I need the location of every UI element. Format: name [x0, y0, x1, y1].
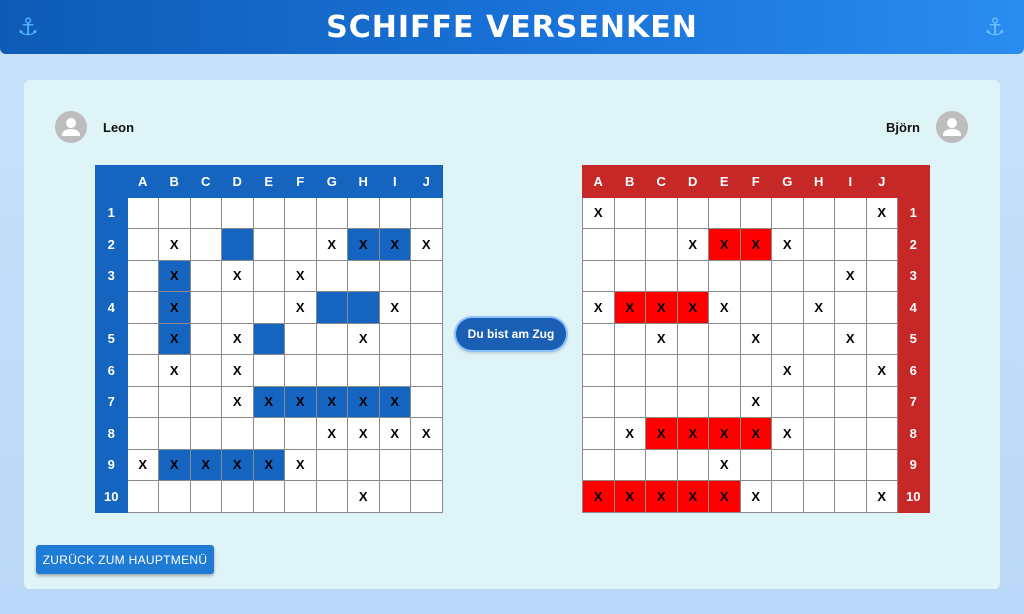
- row-label: 9: [898, 449, 930, 481]
- board-cell: [411, 260, 443, 292]
- board-cell: [316, 292, 348, 324]
- row-label: 6: [96, 355, 128, 387]
- board-cell[interactable]: [677, 260, 709, 292]
- board-cell[interactable]: [709, 355, 741, 387]
- board-cell[interactable]: X: [740, 386, 772, 418]
- board-cell[interactable]: [772, 386, 804, 418]
- board-cell[interactable]: X: [709, 229, 741, 261]
- row-label: 4: [96, 292, 128, 324]
- board-cell: [127, 197, 159, 229]
- column-label: G: [772, 166, 804, 198]
- board-cell[interactable]: [583, 386, 615, 418]
- board-cell: [253, 229, 285, 261]
- board-cell[interactable]: [772, 197, 804, 229]
- board-cell[interactable]: X: [646, 292, 678, 324]
- board-cell[interactable]: [740, 449, 772, 481]
- board-cell[interactable]: X: [614, 418, 646, 450]
- board-cell[interactable]: [803, 229, 835, 261]
- board-cell[interactable]: [835, 229, 867, 261]
- column-label: B: [614, 166, 646, 198]
- board-cell[interactable]: X: [709, 418, 741, 450]
- column-label: H: [803, 166, 835, 198]
- board-cell: [190, 386, 222, 418]
- board-cell[interactable]: [614, 355, 646, 387]
- board-cell[interactable]: [835, 449, 867, 481]
- player-left: [55, 111, 134, 143]
- board-cell[interactable]: X: [677, 292, 709, 324]
- board-cell[interactable]: X: [709, 449, 741, 481]
- board-cell[interactable]: X: [835, 323, 867, 355]
- board-cell[interactable]: [803, 386, 835, 418]
- board-cell: [222, 292, 254, 324]
- row-label: 9: [96, 449, 128, 481]
- board-cell: [316, 481, 348, 513]
- board-cell[interactable]: X: [614, 481, 646, 513]
- row-label: 4: [898, 292, 930, 324]
- board-cell[interactable]: X: [740, 418, 772, 450]
- board-cell[interactable]: [583, 418, 615, 450]
- column-label: D: [222, 166, 254, 198]
- board-cell[interactable]: X: [772, 355, 804, 387]
- board-cell: [253, 292, 285, 324]
- board-cell[interactable]: X: [740, 481, 772, 513]
- column-label: D: [677, 166, 709, 198]
- row-label: 1: [96, 197, 128, 229]
- board-cell[interactable]: X: [614, 292, 646, 324]
- board-corner: [898, 166, 930, 198]
- board-cell: X: [316, 386, 348, 418]
- board-cell[interactable]: [740, 292, 772, 324]
- board-cell: X: [285, 386, 317, 418]
- board-cell: [159, 481, 191, 513]
- board-cell[interactable]: [614, 197, 646, 229]
- board-cell: [348, 292, 380, 324]
- board-cell: [253, 323, 285, 355]
- column-label: C: [646, 166, 678, 198]
- board-cell: [253, 197, 285, 229]
- board-cell: X: [316, 229, 348, 261]
- row-label: 3: [96, 260, 128, 292]
- column-label: E: [253, 166, 285, 198]
- board-cell[interactable]: [583, 323, 615, 355]
- board-cell[interactable]: [709, 260, 741, 292]
- board-cell[interactable]: X: [646, 323, 678, 355]
- board-cell: X: [411, 418, 443, 450]
- board-cell: [348, 197, 380, 229]
- board-cell: [190, 481, 222, 513]
- board-cell: [285, 481, 317, 513]
- board-cell[interactable]: [709, 323, 741, 355]
- board-cell: X: [159, 323, 191, 355]
- board-cell: [190, 197, 222, 229]
- row-label: 1: [898, 197, 930, 229]
- board-cell[interactable]: [646, 355, 678, 387]
- board-cell: [411, 481, 443, 513]
- board-cell: [316, 197, 348, 229]
- player-name: Björn: [886, 119, 920, 135]
- board-cell[interactable]: X: [709, 481, 741, 513]
- board-cell: X: [285, 292, 317, 324]
- column-label: G: [316, 166, 348, 198]
- board-cell[interactable]: [772, 260, 804, 292]
- board-cell[interactable]: [646, 197, 678, 229]
- board-cell[interactable]: [709, 386, 741, 418]
- board-cell: [285, 418, 317, 450]
- turn-indicator: Du bist am Zug: [456, 318, 566, 350]
- board-cell[interactable]: [677, 449, 709, 481]
- board-cell[interactable]: [772, 323, 804, 355]
- row-label: 2: [96, 229, 128, 261]
- board-cell[interactable]: X: [677, 418, 709, 450]
- board-cell[interactable]: [866, 292, 898, 324]
- column-label: J: [411, 166, 443, 198]
- board-cell: [411, 386, 443, 418]
- board-cell[interactable]: X: [677, 481, 709, 513]
- column-label: C: [190, 166, 222, 198]
- board-cell[interactable]: [803, 197, 835, 229]
- board-cell: [127, 481, 159, 513]
- board-cell: X: [348, 418, 380, 450]
- column-label: H: [348, 166, 380, 198]
- board-cell: X: [159, 260, 191, 292]
- board-cell: [285, 355, 317, 387]
- board-cell: X: [348, 386, 380, 418]
- board-cell[interactable]: X: [740, 229, 772, 261]
- board-cell: X: [159, 229, 191, 261]
- board-corner: [96, 166, 128, 198]
- board-cell: X: [348, 481, 380, 513]
- row-label: 8: [898, 418, 930, 450]
- board-cell[interactable]: [740, 197, 772, 229]
- board-cell[interactable]: [866, 229, 898, 261]
- board-cell: [379, 197, 411, 229]
- board-cell[interactable]: [866, 449, 898, 481]
- board-cell[interactable]: [803, 449, 835, 481]
- board-cell: [190, 355, 222, 387]
- board-cell: X: [316, 418, 348, 450]
- board-cell[interactable]: [803, 481, 835, 513]
- board-cell: [127, 229, 159, 261]
- row-label: 5: [898, 323, 930, 355]
- column-label: J: [866, 166, 898, 198]
- board-cell[interactable]: [646, 229, 678, 261]
- column-label: A: [583, 166, 615, 198]
- board-cell: X: [190, 449, 222, 481]
- board-cell: [379, 481, 411, 513]
- board-cell: [190, 260, 222, 292]
- board-cell: [222, 481, 254, 513]
- board-cell: [127, 355, 159, 387]
- column-label: B: [159, 166, 191, 198]
- board-cell[interactable]: [646, 449, 678, 481]
- own-board: [95, 165, 443, 513]
- board-cell: [159, 418, 191, 450]
- board-cell: [222, 197, 254, 229]
- player-name: Leon: [103, 119, 135, 135]
- column-label: F: [285, 166, 317, 198]
- board-cell: [316, 355, 348, 387]
- board-cell[interactable]: [646, 386, 678, 418]
- board-cell: [190, 323, 222, 355]
- board-cell: X: [159, 292, 191, 324]
- board-cell: X: [379, 386, 411, 418]
- anchor-icon: ⚓: [984, 13, 1006, 41]
- board-cell: X: [222, 260, 254, 292]
- user-avatar-icon: [936, 111, 968, 143]
- board-cell: [253, 481, 285, 513]
- board-cell[interactable]: X: [583, 481, 615, 513]
- board-cell: [285, 229, 317, 261]
- board-cell: [285, 323, 317, 355]
- board-cell[interactable]: [677, 323, 709, 355]
- board-cell[interactable]: X: [866, 197, 898, 229]
- board-cell: X: [285, 260, 317, 292]
- board-cell: [411, 355, 443, 387]
- board-cell: [316, 323, 348, 355]
- row-label: 10: [96, 481, 128, 513]
- board-cell[interactable]: [614, 449, 646, 481]
- board-cell: [190, 229, 222, 261]
- board-cell[interactable]: [646, 260, 678, 292]
- board-cell: [285, 197, 317, 229]
- board-cell: [379, 355, 411, 387]
- column-label: E: [709, 166, 741, 198]
- app-header: [0, 0, 1024, 54]
- board-cell: X: [285, 449, 317, 481]
- board-cell: [348, 449, 380, 481]
- board-cell[interactable]: [614, 386, 646, 418]
- board-cell: X: [127, 449, 159, 481]
- board-cell[interactable]: [803, 323, 835, 355]
- row-label: 3: [898, 260, 930, 292]
- board-cell[interactable]: X: [646, 481, 678, 513]
- row-label: 10: [898, 481, 930, 513]
- board-cell: X: [253, 386, 285, 418]
- board-cell[interactable]: [677, 355, 709, 387]
- board-cell[interactable]: [835, 386, 867, 418]
- board-cell: [159, 386, 191, 418]
- board-cell: [411, 197, 443, 229]
- column-label: I: [379, 166, 411, 198]
- board-cell: [379, 323, 411, 355]
- board-cell: X: [222, 386, 254, 418]
- board-cell[interactable]: [835, 197, 867, 229]
- board-cell[interactable]: [740, 260, 772, 292]
- board-cell[interactable]: [835, 355, 867, 387]
- board-cell: [127, 260, 159, 292]
- row-label: 7: [898, 386, 930, 418]
- board-cell: X: [159, 449, 191, 481]
- anchor-icon: ⚓: [17, 13, 39, 41]
- board-cell: [222, 418, 254, 450]
- column-label: A: [127, 166, 159, 198]
- board-cell[interactable]: [803, 260, 835, 292]
- board-cell: [127, 386, 159, 418]
- back-to-menu-button[interactable]: ZURÜCK ZUM HAUPTMENÜ: [36, 545, 214, 574]
- board-cell[interactable]: [740, 355, 772, 387]
- board-cell: X: [222, 449, 254, 481]
- board-cell[interactable]: X: [772, 418, 804, 450]
- board-cell[interactable]: [709, 197, 741, 229]
- board-cell[interactable]: X: [740, 323, 772, 355]
- board-cell[interactable]: [803, 418, 835, 450]
- board-cell[interactable]: X: [803, 292, 835, 324]
- board-cell: X: [222, 323, 254, 355]
- board-cell: [190, 292, 222, 324]
- board-cell: [253, 418, 285, 450]
- board-cell[interactable]: [583, 355, 615, 387]
- row-label: 8: [96, 418, 128, 450]
- board-cell[interactable]: [614, 323, 646, 355]
- board-cell: X: [411, 229, 443, 261]
- player-right: [860, 111, 968, 143]
- board-cell: [316, 260, 348, 292]
- board-cell[interactable]: [583, 229, 615, 261]
- board-cell: X: [222, 355, 254, 387]
- board-cell: X: [379, 418, 411, 450]
- board-cell: [379, 449, 411, 481]
- board-cell: X: [348, 229, 380, 261]
- board-cell[interactable]: [835, 481, 867, 513]
- board-cell[interactable]: [614, 229, 646, 261]
- board-cell: [348, 355, 380, 387]
- board-cell[interactable]: X: [866, 481, 898, 513]
- board-cell: [379, 260, 411, 292]
- board-cell: X: [159, 355, 191, 387]
- board-cell: [127, 418, 159, 450]
- board-cell: X: [379, 229, 411, 261]
- board-cell: X: [379, 292, 411, 324]
- board-cell[interactable]: X: [866, 355, 898, 387]
- board-cell[interactable]: [772, 481, 804, 513]
- board-cell[interactable]: [772, 449, 804, 481]
- board-cell: [159, 197, 191, 229]
- row-label: 2: [898, 229, 930, 261]
- board-cell[interactable]: [583, 260, 615, 292]
- game-title: SCHIFFE VERSENKEN: [326, 9, 698, 45]
- board-cell[interactable]: [866, 323, 898, 355]
- board-cell[interactable]: X: [677, 229, 709, 261]
- board-cell[interactable]: [677, 197, 709, 229]
- board-cell[interactable]: [803, 355, 835, 387]
- board-cell[interactable]: [835, 292, 867, 324]
- board-cell[interactable]: [835, 418, 867, 450]
- board-cell: [411, 323, 443, 355]
- user-avatar-icon: [55, 111, 87, 143]
- board-cell[interactable]: X: [709, 292, 741, 324]
- board-cell[interactable]: X: [835, 260, 867, 292]
- board-cell: [253, 260, 285, 292]
- board-cell[interactable]: [866, 260, 898, 292]
- board-cell[interactable]: [772, 292, 804, 324]
- board-cell[interactable]: X: [772, 229, 804, 261]
- board-cell: [348, 260, 380, 292]
- board-cell[interactable]: X: [583, 292, 615, 324]
- board-cell[interactable]: [583, 449, 615, 481]
- enemy-board: [582, 165, 930, 513]
- board-cell: [253, 355, 285, 387]
- board-cell[interactable]: X: [583, 197, 615, 229]
- board-cell: [411, 449, 443, 481]
- board-cell[interactable]: X: [646, 418, 678, 450]
- row-label: 7: [96, 386, 128, 418]
- board-cell: [316, 449, 348, 481]
- board-cell[interactable]: [866, 418, 898, 450]
- board-cell[interactable]: [614, 260, 646, 292]
- column-label: F: [740, 166, 772, 198]
- board-cell: [411, 292, 443, 324]
- column-label: I: [835, 166, 867, 198]
- board-cell: X: [253, 449, 285, 481]
- row-label: 6: [898, 355, 930, 387]
- board-cell[interactable]: [677, 386, 709, 418]
- board-cell: [222, 229, 254, 261]
- row-label: 5: [96, 323, 128, 355]
- board-cell: X: [348, 323, 380, 355]
- board-cell: [190, 418, 222, 450]
- board-cell: [127, 292, 159, 324]
- board-cell: [127, 323, 159, 355]
- board-cell[interactable]: [866, 386, 898, 418]
